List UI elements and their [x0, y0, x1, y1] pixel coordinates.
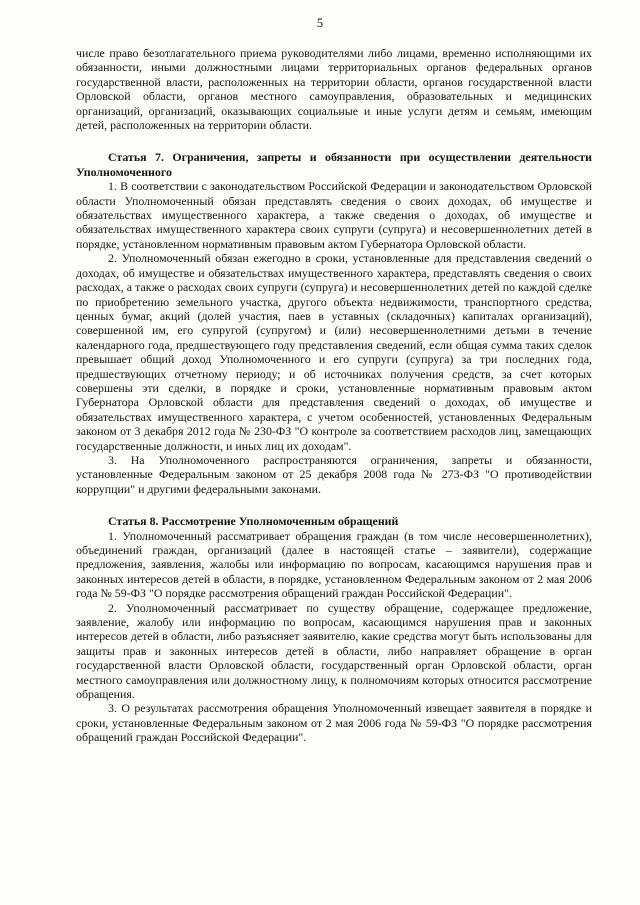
article-8-heading: Статья 8. Рассмотрение Уполномоченным обращений — [108, 514, 399, 529]
article-7-paragraph-1: 1. В соответствии с законодательством Российской Федерации и законодательством Орловской области Уполномоченный обязан представлять сведения о своих доходах, об имуществе и обязательствах имущественного характера, а также сведения о доходах, об имуществе и обязательствах имущественного характера своих супруги (супруга) и несовершеннолетних детей в порядке, установленном нормативным правовым актом Губернатора Орловской области. — [76, 179, 592, 251]
document-body — [76, 46, 592, 745]
spacer — [76, 132, 592, 150]
article-8-paragraph-3: 3. О результатах рассмотрения обращения Уполномоченный извещает заявителя в порядке и сроки, установленные Федеральным законом от 2 мая 2006 года № 59-ФЗ "О порядке рассмотрения обращений граждан Российской Федерации". — [76, 701, 592, 745]
article-7-heading: Статья 7. Ограничения, запреты и обязанности при осуществлении деятельности Уполномоченного — [76, 150, 592, 179]
article-7-paragraph-3: 3. На Уполномоченного распространяются ограничения, запреты и обязанности, установленные Федеральным законом от 25 декабря 2008 года № 273-ФЗ "О противодействии коррупции" и другими федеральными законами. — [76, 452, 592, 496]
spacer — [76, 496, 592, 514]
article-8-paragraph-2: 2. Уполномоченный рассматривает по существу обращение, содержащее предложение, заявление, жалобу или информацию по вопросам, касающимся нарушения прав и законных интересов детей в области, либо разъясняет заявителю, какие средства могут быть использованы для защиты прав и законных интересов детей в области, либо направляет обращение в орган государственной власти Орловской области, государственный орган Орловской области, орган местного самоуправления или должностному лицу, к полномочиям которых относится рассмотрение обращения. — [76, 600, 592, 702]
article-7-paragraph-2: 2. Уполномоченный обязан ежегодно в сроки, установленные для представления сведений о доходах, об имуществе и обязательствах имущественного характера, представлять сведения о своих расходах, а также о расходах своих супруги (супруга) и несовершеннолетних детей по каждой сделке по приобретению земельного участка, другого объекта недвижимости, транспортного средства, ценных бумаг, акций (долей участия, паев в уставных (складочных) капиталах организаций), совершенной им, его супругой (супругом) и (или) несовершеннолетними детьми в течение календарного года, предшествующего году представления сведений, если общая сумма таких сделок превышает общий доход Уполномоченного и его супруги (супруга) за три последних года, предшествующих отчетному периоду; и об источниках получения средств, за счет которых совершены эти сделки, в порядке и сроки, установленные нормативным правовым актом Губернатора Орловской области для представления сведений о доходах, об имуществе и обязательствах имущественного характера, с учетом особенностей, установленных Федеральным законом от 3 декабря 2012 года № 230-ФЗ "О контроле за соответствием расходов лиц, замещающих государственные должности, и иных лиц их доходам". — [76, 251, 592, 453]
article-8-paragraph-1: 1. Уполномоченный рассматривает обращения граждан (в том числе несовершеннолетних), объединений граждан, организаций (далее в настоящей статье – заявители), содержащие предложения, заявления, жалобы или информацию по вопросам, касающимся нарушения прав и законных интересов детей в области, в порядке, установленном Федеральным законом от 2 мая 2006 года № 59-ФЗ "О порядке рассмотрения обращений граждан Российской Федерации". — [76, 528, 592, 601]
intro-paragraph: числе право безотлагательного приема руководителями либо лицами, временно исполняющими их обязанности, иными должностными лицами территориальных органов федеральных органов государственной власти, расположенных на территории области, органов государственной власти Орловской области, органов местного самоуправления, образовательных и медицинских организаций, организаций, оказывающих социальные и иные услуги детям и семьям, имеющим детей, расположенных на территории области. — [76, 46, 592, 133]
page-number: 5 — [316, 16, 324, 30]
